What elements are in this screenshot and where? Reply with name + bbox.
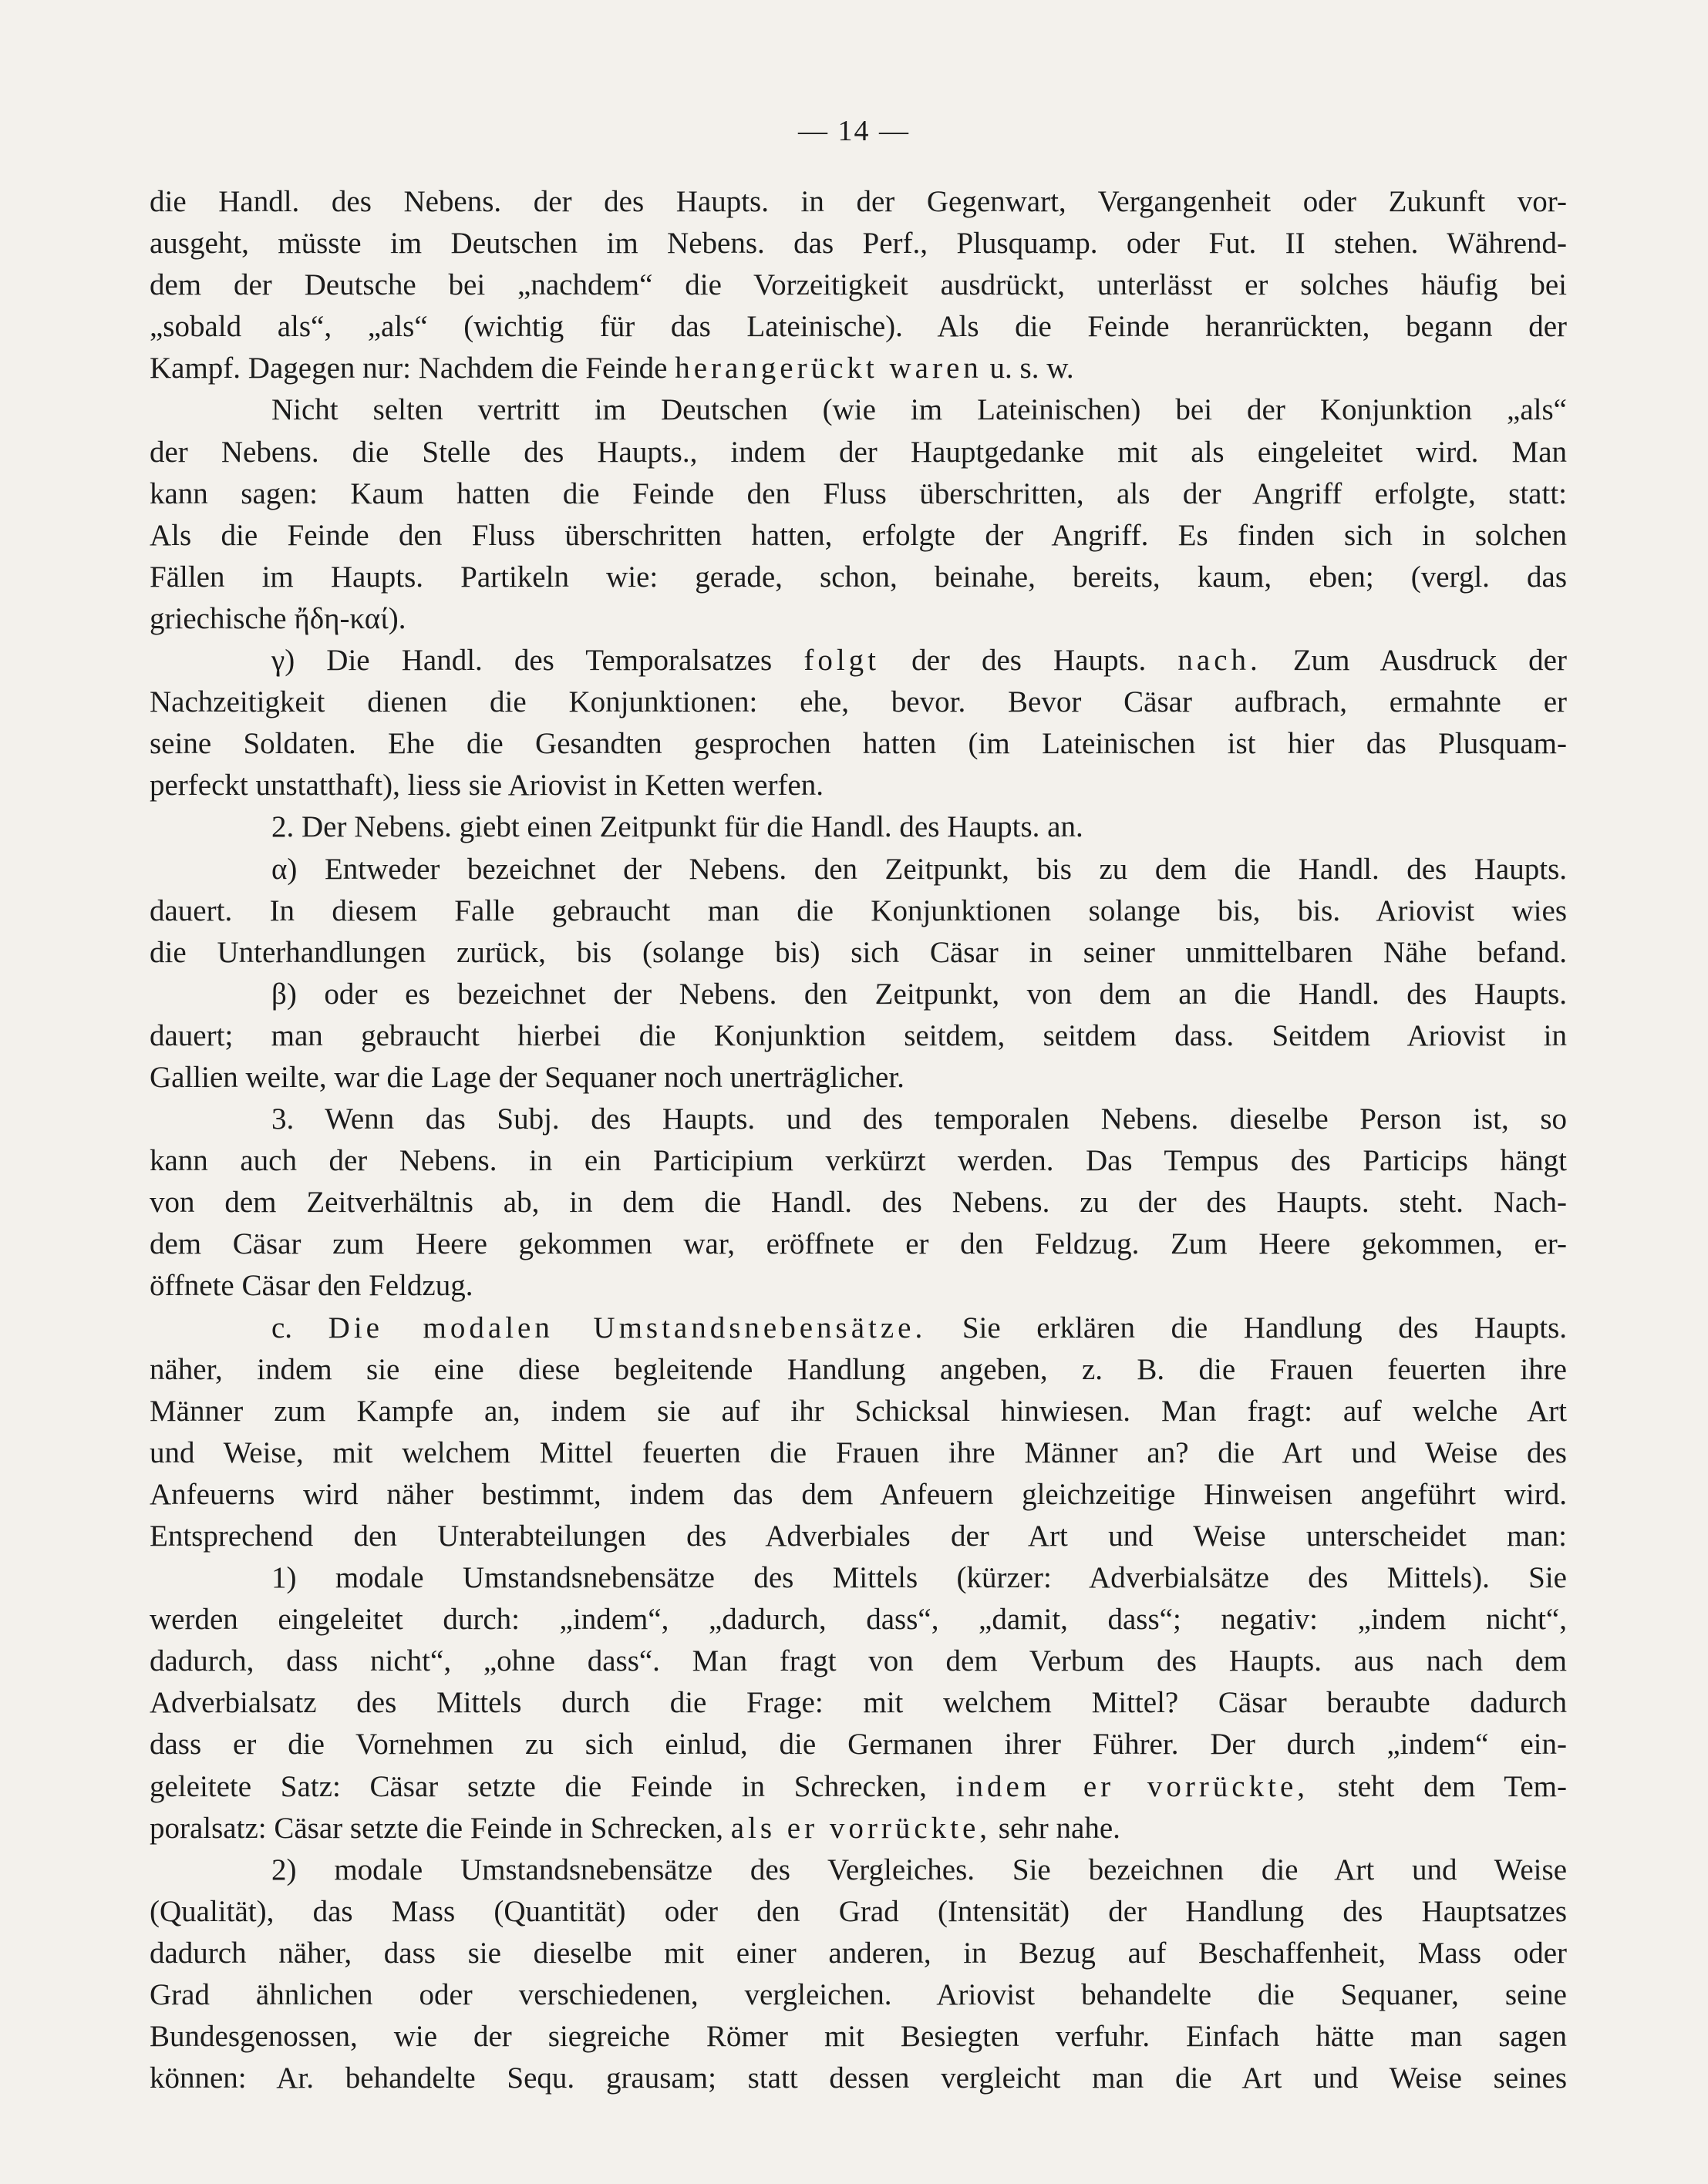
text-line [150, 849, 1567, 890]
line-segment: von dem Zeitverhältnis ab, in dem die Handl. des Nebens. zu der des Haupts. steht. Nach- [150, 1186, 1567, 1220]
text-line [150, 1516, 1567, 1557]
line-segment: Adverbialsatz des Mittels durch die Frage: mit welchem Mittel? Cäsar beraubte dadurch [150, 1686, 1567, 1720]
line-segment: Nachzeitigkeit dienen die Konjunktionen: ehe, bevor. Bevor Cäsar aufbrach, ermahnte er [150, 685, 1567, 719]
line-segment: der Nebens. die Stelle des Haupts., indem der Hauptgedanke mit als eingeleitet wird. Man [150, 435, 1567, 469]
text-line [150, 1891, 1567, 1933]
line-segment: dass er die Vornehmen zu sich einlud, die Germanen ihrer Führer. Der durch „indem“ ein- [150, 1728, 1567, 1762]
line-segment: Sie erklären die Handlung des Haupts. [926, 1311, 1568, 1344]
line-segment: Fällen im Haupts. Partikeln wie: gerade, schon, beinahe, bereits, kaum, eben; (vergl. das [150, 560, 1567, 594]
line-segment: werden eingeleitet durch: „indem“, „dadurch, dass“, „damit, dass“; negativ: „indem nicht“, [150, 1603, 1567, 1637]
line-segment: Als die Feinde den Fluss überschritten hatten, erfolgte der Angriff. Es finden sich in solchen [150, 518, 1567, 552]
line-segment: griechische ἤδη-καί). [150, 601, 406, 635]
line-segment: Kampf. Dagegen nur: Nachdem die Feinde [150, 352, 675, 385]
text-line [150, 2016, 1567, 2058]
text-line [150, 1015, 1567, 1057]
spaced-emphasis-text: nach. [1177, 644, 1262, 678]
text-line [150, 348, 1567, 389]
text-line [150, 1474, 1567, 1516]
text-line [150, 723, 1567, 765]
line-segment: dem der Deutsche bei „nachdem“ die Vorzeitigkeit ausdrückt, unterlässt er solches häufig bei [150, 268, 1567, 302]
text-line [150, 1766, 1567, 1808]
line-segment: Männer zum Kampfe an, indem sie auf ihr Schicksal hinwiesen. Man fragt: auf welche Art [150, 1394, 1567, 1428]
line-segment: können: Ar. behandelte Sequ. grausam; statt dessen vergleicht man die Art und Weise seines [150, 2061, 1567, 2095]
page-number: — 14 — [798, 115, 910, 147]
line-segment: die Unterhandlungen zurück, bis (solange bis) sich Cäsar in seiner unmittelbaren Nähe befand. [150, 935, 1567, 969]
text-line [150, 389, 1567, 431]
line-segment: öffnete Cäsar den Feldzug. [150, 1269, 473, 1303]
text-line [150, 1641, 1567, 1682]
line-segment: dem Cäsar zum Heere gekommen war, eröffnete er den Feldzug. Zum Heere gekommen, er- [150, 1227, 1567, 1261]
line-segment: Gallien weilte, war die Lage der Sequaner noch unerträglicher. [150, 1060, 905, 1094]
text-line [150, 890, 1567, 932]
text-line [150, 1432, 1567, 1474]
text-line [150, 2058, 1567, 2099]
text-line [150, 765, 1567, 806]
text-line [150, 974, 1567, 1015]
line-segment: ausgeht, müsste im Deutschen im Nebens. das Perf., Plusquamp. oder Fut. II stehen. Während- [150, 227, 1567, 261]
spaced-emphasis-text: herangerückt waren [675, 352, 982, 385]
line-segment: kann auch der Nebens. in ein Participium verkürzt werden. Das Tempus des Particips hängt [150, 1144, 1567, 1178]
line-segment: und Weise, mit welchem Mittel feuerten die Frauen ihre Männer an? die Art und Weise des [150, 1435, 1567, 1469]
text-line [150, 1682, 1567, 1724]
spaced-emphasis-text: indem er vorrückte, [955, 1769, 1309, 1803]
text-line [150, 1724, 1567, 1765]
line-segment: 2) modale Umstandsnebensätze des Vergleiches. Sie bezeichnen die Art und Weise [271, 1853, 1567, 1886]
line-segment: β) oder es bezeichnet der Nebens. den Zeitpunkt, von dem an die Handl. des Haupts. [271, 977, 1567, 1011]
line-segment: u. s. w. [982, 352, 1074, 385]
line-segment: γ) Die Handl. des Temporalsatzes [271, 644, 804, 678]
text-line [150, 932, 1567, 974]
line-segment: 3. Wenn das Subj. des Haupts. und des temporalen Nebens. dieselbe Person ist, so [271, 1102, 1567, 1136]
text-line [150, 806, 1567, 848]
line-segment: die Handl. des Nebens. der des Haupts. in der Gegenwart, Vergangenheit oder Zukunft vor- [150, 185, 1567, 218]
line-segment: „sobald als“, „als“ (wichtig für das Lateinische). Als die Feinde heranrückten, begann der [150, 310, 1567, 344]
text-line [150, 1557, 1567, 1599]
text-line [150, 1933, 1567, 1974]
text-line [150, 1849, 1567, 1891]
line-segment: dauert. In diesem Falle gebraucht man die Konjunktionen solange bis, bis. Ariovist wies [150, 893, 1567, 927]
line-segment: seine Soldaten. Ehe die Gesandten gesprochen hatten (im Lateinischen ist hier das Plusquam- [150, 727, 1567, 761]
line-segment: Anfeuerns wird näher bestimmt, indem das dem Anfeuern gleichzeitige Hinweisen angeführt wird. [150, 1477, 1567, 1511]
text-line [150, 473, 1567, 515]
text-line [150, 223, 1567, 264]
text-line [150, 181, 1567, 223]
line-segment: Grad ähnlichen oder verschiedenen, vergleichen. Ariovist behandelte die Sequaner, seine [150, 1978, 1567, 2012]
text-line [150, 1182, 1567, 1223]
line-segment: 1) modale Umstandsnebensätze des Mittels (kürzer: Adverbialsätze des Mittels). Sie [271, 1561, 1567, 1595]
line-segment: sehr nahe. [991, 1811, 1120, 1845]
line-segment: dadurch näher, dass sie dieselbe mit einer anderen, in Bezug auf Beschaffenheit, Mass oder [150, 1936, 1567, 1970]
text-line [150, 557, 1567, 598]
spaced-emphasis-text: folgt [803, 644, 880, 678]
text-line [150, 640, 1567, 681]
text-body [150, 181, 1567, 2099]
text-line [150, 1391, 1567, 1432]
line-segment: poralsatz: Cäsar setzte die Feinde in Schrecken, [150, 1811, 731, 1845]
line-segment: Nicht selten vertritt im Deutschen (wie im Lateinischen) bei der Konjunktion „als“ [271, 393, 1567, 427]
line-segment: c. [271, 1311, 328, 1344]
spaced-emphasis-text: als er vorrückte, [730, 1811, 992, 1845]
text-line [150, 1599, 1567, 1641]
text-line [150, 1223, 1567, 1265]
line-segment: der des Haupts. [880, 644, 1178, 678]
line-segment: perfeckt unstatthaft), liess sie Ariovist in Ketten werfen. [150, 769, 824, 803]
line-segment: α) Entweder bezeichnet der Nebens. den Zeitpunkt, bis zu dem die Handl. des Haupts. [271, 852, 1567, 886]
text-line [150, 1099, 1567, 1140]
line-segment: Entsprechend den Unterabteilungen des Adverbiales der Art und Weise unterscheidet man: [150, 1519, 1567, 1553]
line-segment: näher, indem sie eine diese begleitende Handlung angeben, z. B. die Frauen feuerten ihre [150, 1352, 1567, 1386]
text-line [150, 681, 1567, 723]
line-segment: geleitete Satz: Cäsar setzte die Feinde in Schrecken, [150, 1769, 956, 1803]
line-segment: 2. Der Nebens. giebt einen Zeitpunkt für die Handl. des Haupts. an. [271, 810, 1083, 844]
text-line [150, 1808, 1567, 1849]
text-line [150, 1974, 1567, 2016]
line-segment: dadurch, dass nicht“, „ohne dass“. Man fragt von dem Verbum des Haupts. aus nach dem [150, 1644, 1567, 1678]
text-line [150, 515, 1567, 557]
text-line [150, 306, 1567, 348]
text-line [150, 598, 1567, 640]
line-segment: dauert; man gebraucht hierbei die Konjunktion seitdem, seitdem dass. Seitdem Ariovist in [150, 1018, 1567, 1052]
text-line [150, 1057, 1567, 1099]
text-line [150, 1265, 1567, 1307]
text-line [150, 1307, 1567, 1349]
text-line [150, 432, 1567, 473]
line-segment: (Qualität), das Mass (Quantität) oder den Grad (Intensität) der Handlung des Hauptsatzes [150, 1894, 1567, 1928]
text-line [150, 1349, 1567, 1391]
text-line [150, 1140, 1567, 1182]
spaced-emphasis-text: Die modalen Umstandsnebensätze. [328, 1311, 927, 1344]
line-segment: kann sagen: Kaum hatten die Feinde den Fluss überschritten, als der Angriff erfolgte, statt: [150, 476, 1567, 510]
text-line [150, 264, 1567, 306]
line-segment: steht dem Tem- [1309, 1769, 1567, 1803]
line-segment: Zum Ausdruck der [1261, 644, 1567, 678]
line-segment: Bundesgenossen, wie der siegreiche Römer mit Besiegten verfuhr. Einfach hätte man sagen [150, 2020, 1567, 2054]
